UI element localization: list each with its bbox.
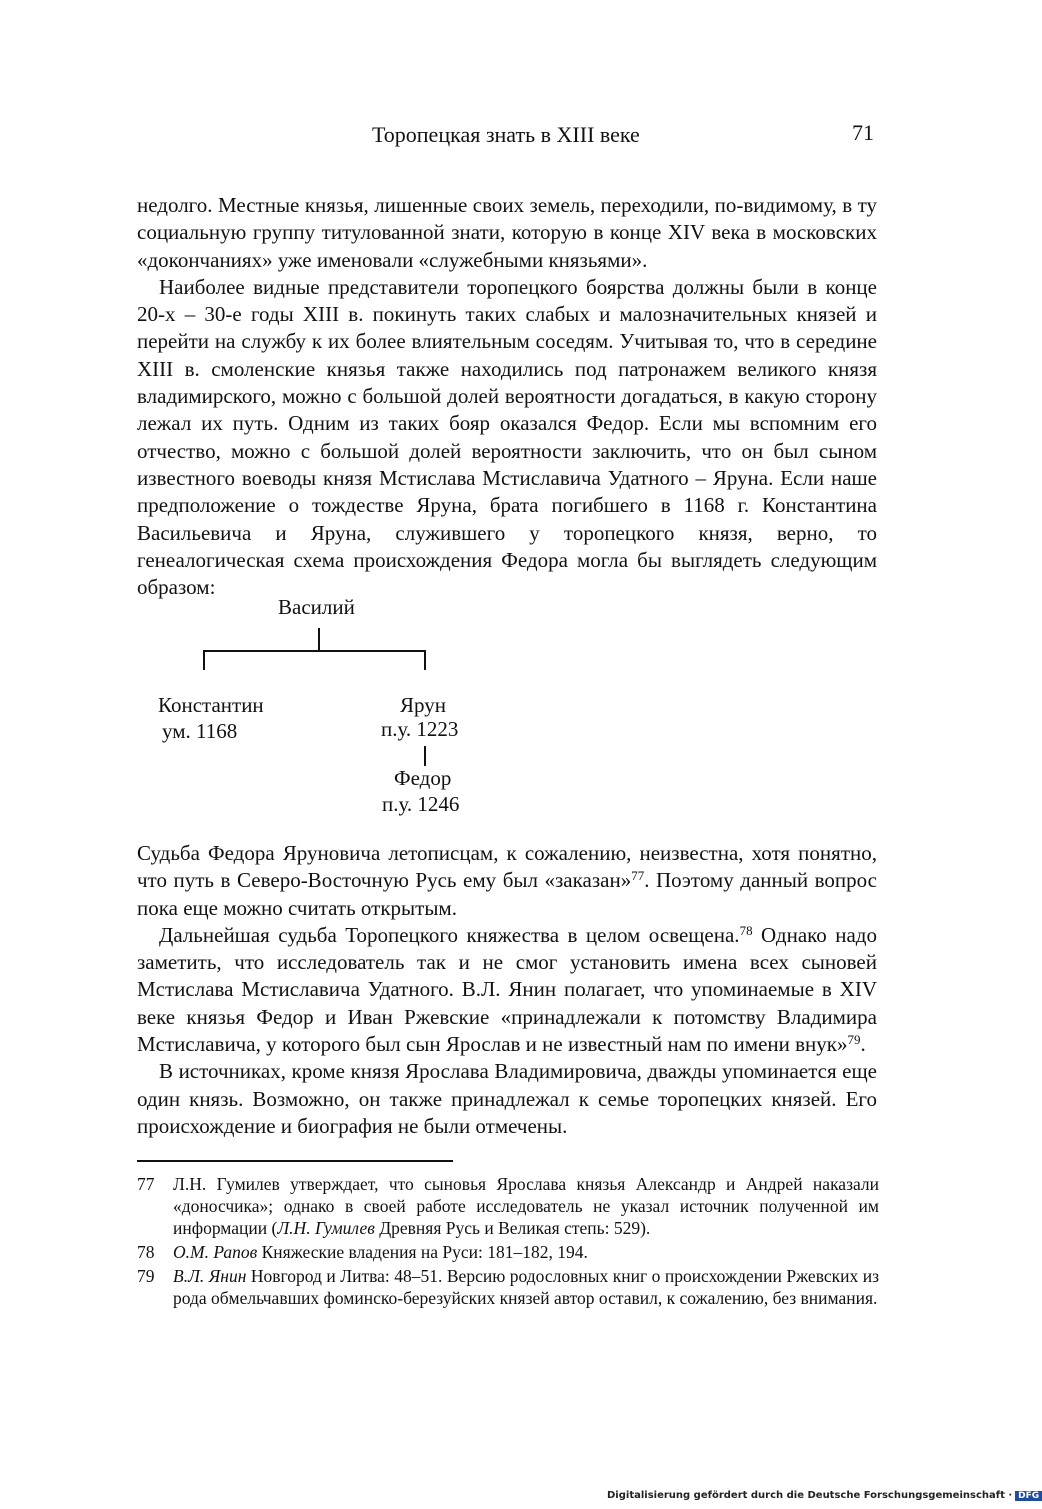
tree-grandchild-note: п.у. 1246	[382, 792, 460, 816]
dfg-logo-icon: DFG	[1015, 1491, 1042, 1501]
paragraph-4	[137, 922, 877, 1058]
footnote-number: 77	[137, 1174, 155, 1194]
body-text-top	[137, 192, 877, 601]
tree-left-note: ум. 1168	[162, 719, 238, 743]
footnote-ref-79[interactable]: 79	[847, 1032, 861, 1048]
paragraph-4-tail: .	[860, 1032, 866, 1057]
page-number: 71	[852, 120, 874, 145]
credit-text: Digitalisierung gefördert durch die Deutsche Forschungsgemeinschaft ·	[607, 1490, 1013, 1501]
paragraph-3	[137, 840, 877, 922]
paragraph-3-tail: . Поэтому данный вопрос пока еще можно считать открытым.	[137, 868, 877, 920]
digitization-credit	[607, 1490, 1042, 1501]
paragraph-2: Наиболее видные представители торопецкого боярства должны были в конце 20-х – 30-е годы XIII в. покинуть таких слабых и малозначительных князей и перейти на службу к их более влиятельным соседям. Учитывая то, что в середине XIII в. смоленские князья также находились под патронажем великого князя владимирского, можно с большой долей вероятности догадаться, в какую сторону лежал их путь. Одним из таких бояр оказался Федор. Если мы вспомним его отчество, можно с большой долей вероятности заключить, что он был сыном известного воеводы князя Мстислава Мстиславича Удатного – Яруна. Если наше предположение о тождестве Яруна, брата погибшего в 1168 г. Константина Васильевича и Яруна, служившего у торопецкого князя, верно, то генеалогическая схема происхождения Федора могла бы выглядеть следующим образом:	[137, 274, 877, 600]
tree-root-stem	[318, 628, 320, 651]
paragraph-4-mid: Однако надо заметить, что исследователь так и не смог установить имена всех сыновей Мстислава Мстиславича Удатного. В.Л. Янин полагает, что упоминаемые в XIV веке князья Федор и Иван Ржевские «принадлежали к потомству Владимира Мстиславича, у которого был сын Ярослав и не известный нам по имени внук»	[137, 922, 877, 1057]
footnote-ref-78[interactable]: 78	[739, 922, 753, 938]
tree-root-name: Василий	[278, 595, 355, 619]
footnote-number: 79	[137, 1266, 155, 1286]
paragraph-3-text: Судьба Федора Яруновича летописцам, к сожалению, неизвестна, хотя понятно, что путь в Северо-Восточную Русь ему был «заказан»	[137, 841, 877, 893]
footnote-number: 78	[137, 1242, 155, 1262]
footnotes	[137, 1173, 879, 1311]
tree-right-drop	[424, 650, 426, 670]
footnote-author: Л.Н. Гумилев	[277, 1218, 375, 1238]
paragraph-5: В источниках, кроме князя Ярослава Владимировича, дважды упоминается еще один князь. Возможно, он также принадлежал к семье торопецких князей. Его происхождение и биография не были отмечены.	[137, 1059, 877, 1138]
footnote-author: В.Л. Янин	[173, 1266, 247, 1286]
footnote-text: Л.Н. Гумилев утверждает, что сыновья Ярослава князья Александр и Андрей наказали «доносчика»; однако в своей работе исследователь не указал источник полученной им информации (	[173, 1174, 879, 1238]
paragraph-4-text: Дальнейшая судьба Торопецкого княжества в целом освещена.	[159, 922, 740, 947]
tree-grandchild-stem	[424, 746, 426, 766]
footnote-author: О.М. Рапов	[173, 1242, 258, 1262]
footnote-77	[137, 1173, 879, 1239]
footnote-78	[137, 1241, 879, 1263]
footnote-divider	[137, 1160, 453, 1162]
running-head: Торопецкая знать в XIII веке	[372, 122, 640, 147]
tree-left-name: Константин	[158, 693, 264, 717]
tree-left-drop	[203, 650, 205, 670]
footnote-text: Древняя Русь и Великая степь: 529).	[374, 1218, 651, 1238]
tree-bracket-bar	[203, 650, 426, 652]
footnote-text: Княжеские владения на Руси: 181–182, 194.	[257, 1242, 588, 1262]
footnote-ref-77[interactable]: 77	[631, 868, 645, 884]
footnote-text: Новгород и Литва: 48–51. Версию родословных книг о происхождении Ржевских из рода обмельчавших фоминско-березуйских князей автор оставил, к сожалению, без внимания.	[173, 1266, 880, 1308]
tree-right-note: п.у. 1223	[381, 717, 459, 741]
tree-right-name: Ярун	[400, 693, 446, 717]
body-text-bottom	[137, 840, 877, 1140]
tree-grandchild-name: Федор	[394, 766, 452, 790]
footnote-79	[137, 1265, 879, 1309]
paragraph-1: недолго. Местные князья, лишенные своих земель, переходили, по-видимому, в ту социальную группу титулованной знати, которую в конце XIV века в московских «докончаниях» уже именовали «служебными князьями».	[137, 193, 877, 272]
